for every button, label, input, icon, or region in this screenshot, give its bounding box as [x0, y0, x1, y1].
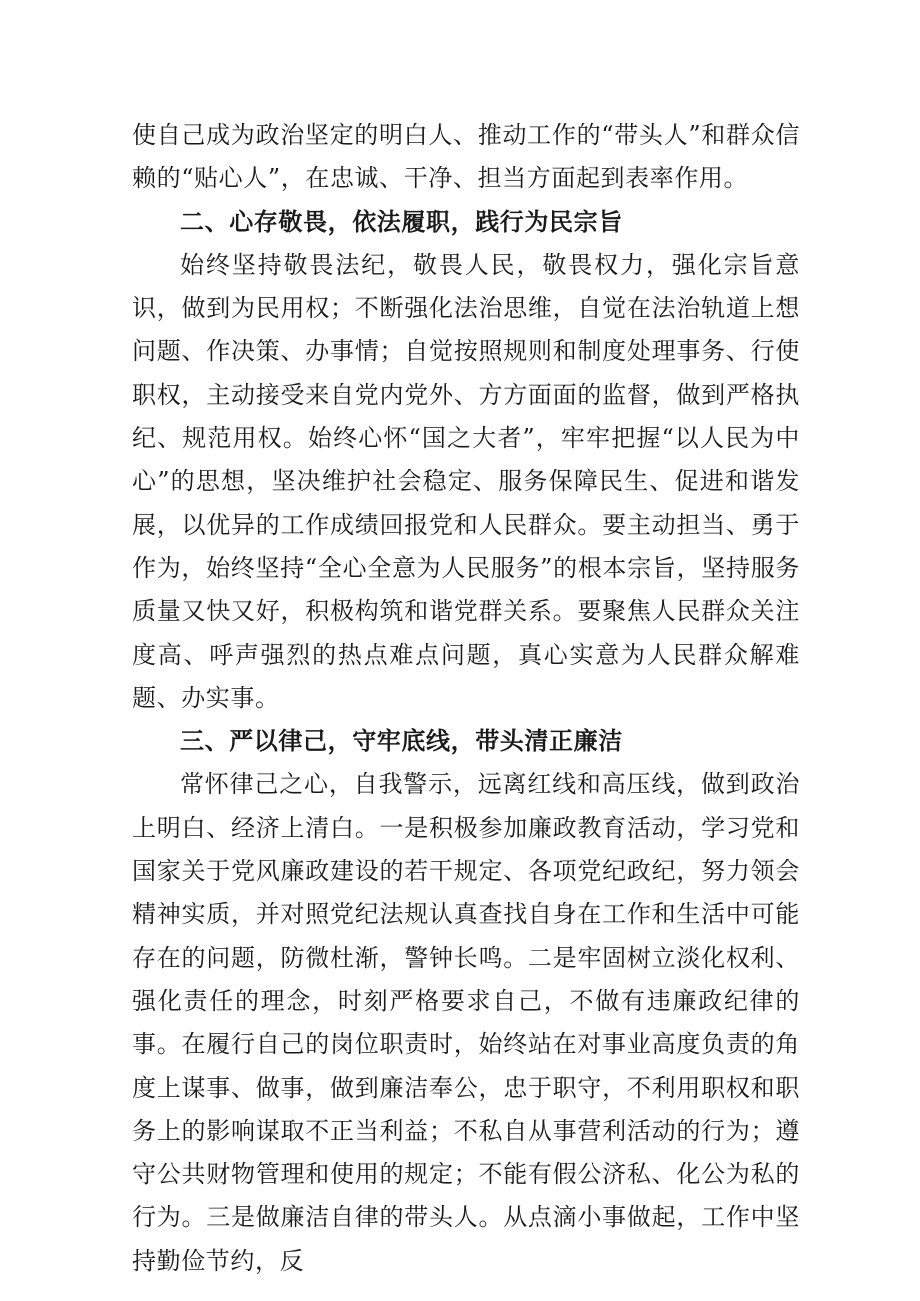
paragraph-section-2: 始终坚持敬畏法纪，敬畏人民，敬畏权力，强化宗旨意识，做到为民用权；不断强化法治思维，自觉在法治轨道上想问题、作决策、办事情；自觉按照规则和制度处理事务、行使职权，主动接受来自党内党外、方方面面的监督，做到严格执纪、规范用权。始终心怀“国之大者”，牢牢把握“以人民为中心”的思想，坚决维护社会稳定、服务保障民生、促进和谐发展，以优异的工作成绩回报党和人民群众。要主动担当、勇于作为，始终坚持“全心全意为人民服务”的根本宗旨，坚持服务质量又快又好，积极构筑和谐党群关系。要聚焦人民群众关注度高、呼声强烈的热点难点问题，真心实意为人民群众解难题、办实事。	[132, 250, 800, 712]
section-heading-2: 二、心存敬畏，依法履职，践行为民宗旨	[180, 207, 623, 236]
paragraph-continuation: 使自己成为政治坚定的明白人、推动工作的“带头人”和群众信赖的“贴心人”，在忠诚、干净、担当方面起到表率作用。	[132, 121, 800, 193]
document-body	[132, 114, 800, 1283]
paragraph-section-3: 常怀律己之心，自我警示，远离红线和高压线，做到政治上明白、经济上清白。一是积极参加廉政教育活动，学习党和国家关于党风廉政建设的若干规定、各项党纪政纪，努力领会精神实质，并对照党纪法规认真查找自身在工作和生活中可能存在的问题，防微杜渐，警钟长鸣。二是牢固树立淡化权利、强化责任的理念，时刻严格要求自己，不做有违廉政纪律的事。在履行自己的岗位职责时，始终站在对事业高度负责的角度上谋事、做事，做到廉洁奉公，忠于职守，不利用职权和职务上的影响谋取不正当利益；不私自从事营利活动的行为；遵守公共财物管理和使用的规定；不能有假公济私、化公为私的行为。三是做廉洁自律的带头人。从点滴小事做起，工作中坚持勤俭节约，反	[132, 770, 800, 1275]
section-heading-3: 三、严以律己，守牢底线，带头清正廉洁	[180, 727, 623, 756]
